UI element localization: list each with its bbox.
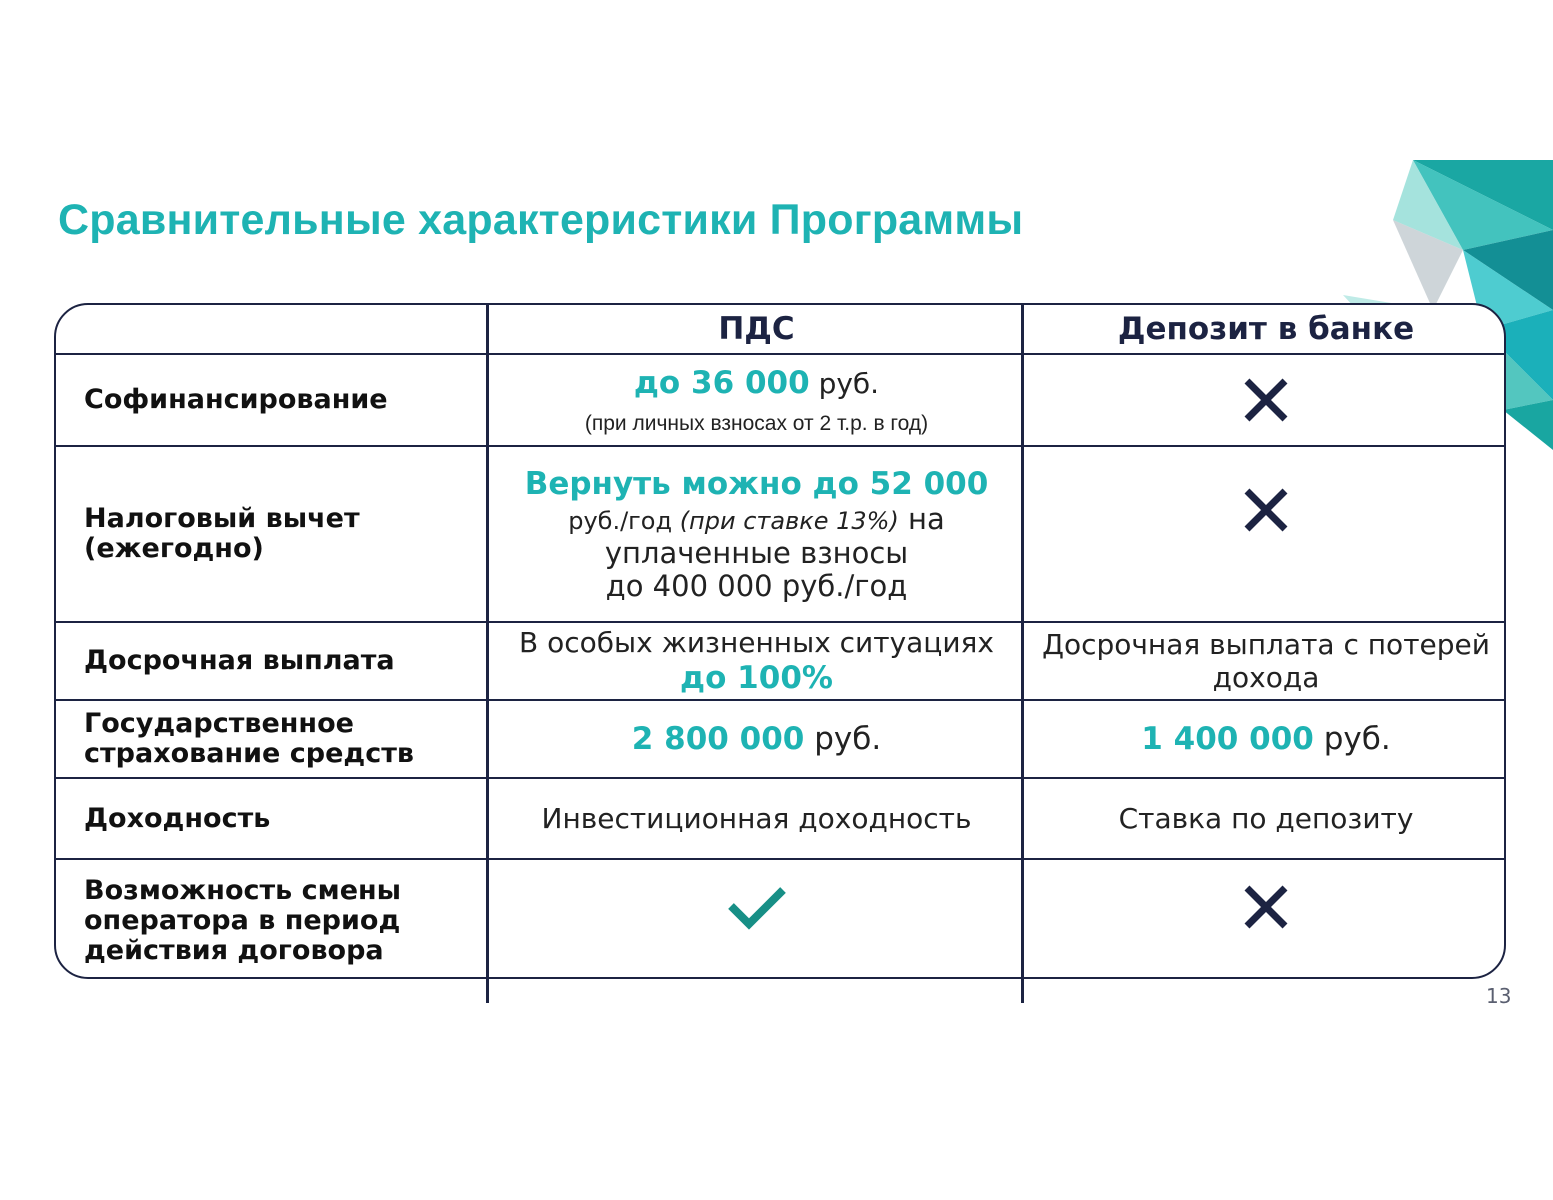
- table-row-early: [56, 623, 1504, 701]
- row-label-operator-line3: действия договора: [84, 934, 384, 966]
- slide-title: Сравнительные характеристики Программы: [58, 196, 1024, 244]
- comparison-table: [54, 303, 1506, 979]
- row-label-insurance-line2: страхование средств: [84, 738, 414, 769]
- header-pds: ПДС: [718, 311, 795, 347]
- tax-rate-note: (при ставке 13%): [679, 507, 899, 535]
- tax-line3: уплаченные взносы: [604, 536, 909, 570]
- tax-highlight: Вернуть можно до 52 000: [524, 466, 989, 502]
- early-deposit-line1: Досрочная выплата с потерей: [1042, 628, 1490, 661]
- cofinancing-note: (при личных взносах от 2 т.р. в год): [584, 412, 929, 435]
- row-label-early: Досрочная выплата: [84, 645, 395, 676]
- cross-icon: [1241, 375, 1291, 425]
- table-row-operator: [56, 860, 1504, 979]
- header-deposit: Депозит в банке: [1117, 311, 1415, 347]
- row-label-cofinancing: Софинансирование: [84, 384, 388, 415]
- early-deposit-line2: дохода: [1212, 661, 1320, 694]
- insurance-deposit-amount: 1 400 000: [1141, 721, 1314, 757]
- row-label-operator-line2: оператора в период: [84, 904, 401, 936]
- cofinancing-amount: до 36 000: [633, 365, 810, 401]
- early-pds-highlight: до 100%: [680, 659, 833, 696]
- column-divider-1: [486, 303, 489, 1003]
- cross-icon: [1241, 882, 1291, 932]
- page-number: 13: [1486, 984, 1512, 1008]
- insurance-deposit-unit: руб.: [1313, 721, 1391, 757]
- yield-deposit: Ставка по депозиту: [1118, 802, 1414, 835]
- row-label-insurance-line1: Государственное: [84, 708, 354, 739]
- yield-pds: Инвестиционная доходность: [541, 802, 972, 835]
- row-label-operator-line1: Возможность смены: [84, 874, 402, 906]
- row-label-tax-line2: (ежегодно): [84, 533, 264, 564]
- row-label-yield: Доходность: [84, 802, 271, 834]
- tax-on: на: [898, 502, 945, 536]
- table-row-yield: [56, 779, 1504, 860]
- check-icon: [727, 882, 787, 932]
- table-header-row: [56, 305, 1504, 355]
- table-row-insurance: [56, 701, 1504, 779]
- tax-line4: до 400 000 руб./год: [605, 569, 908, 603]
- cross-icon: [1241, 485, 1291, 535]
- early-pds-line1: В особых жизненных ситуациях: [519, 625, 994, 659]
- tax-unit: руб./год: [568, 507, 680, 535]
- column-divider-2: [1021, 303, 1024, 1003]
- insurance-pds-amount: 2 800 000: [631, 721, 805, 757]
- insurance-pds-unit: руб.: [804, 721, 882, 757]
- row-label-tax-line1: Налоговый вычет: [84, 503, 360, 534]
- cofinancing-unit: руб.: [809, 367, 880, 400]
- table-row-cofinancing: [56, 355, 1504, 447]
- table-row-tax: [56, 447, 1504, 623]
